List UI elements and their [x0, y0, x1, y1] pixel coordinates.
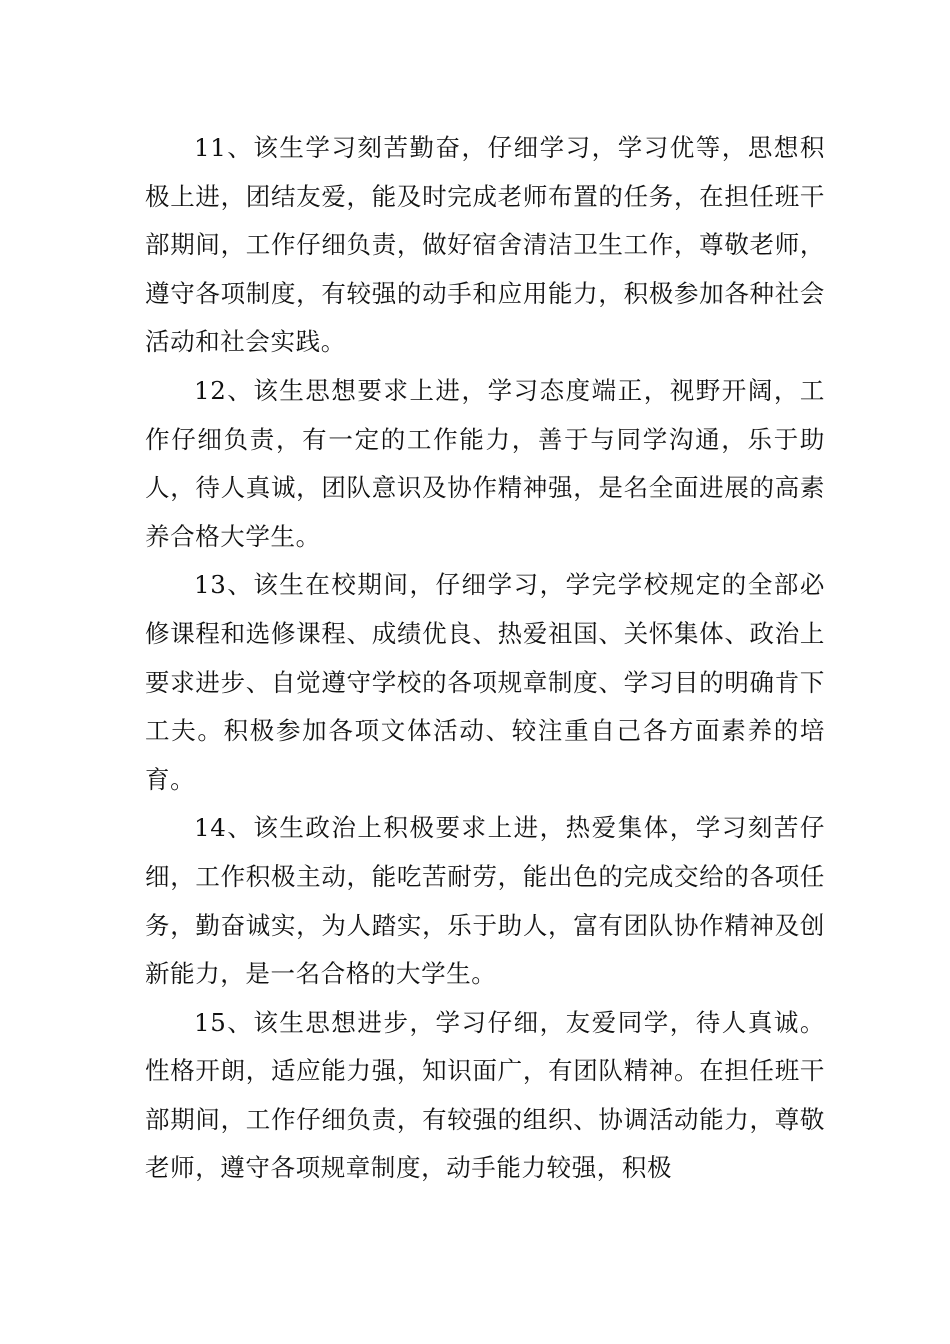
paragraph-13: 13、该生在校期间，仔细学习，学完学校规定的全部必修课程和选修课程、成绩优良、热爱祖国、关怀集体、政治上要求进步、自觉遵守学校的各项规章制度、学习目的明确肯下工夫。积极参加各项文体活动、较注重自己各方面素养的培育。	[145, 570, 825, 794]
paragraph-12: 12、该生思想要求上进，学习态度端正，视野开阔，工作仔细负责，有一定的工作能力，善于与同学沟通，乐于助人，待人真诚，团队意识及协作精神强，是名全面进展的高素养合格大学生。	[145, 375, 825, 551]
paragraph-14: 14、该生政治上积极要求上进，热爱集体，学习刻苦仔细，工作积极主动，能吃苦耐劳，能出色的完成交给的各项任务，勤奋诚实，为人踏实，乐于助人，富有团队协作精神及创新能力，是一名合格的大学生。	[145, 813, 825, 989]
paragraph-15: 15、该生思想进步，学习仔细，友爱同学，待人真诚。性格开朗，适应能力强，知识面广，有团队精神。在担任班干部期间，工作仔细负责，有较强的组织、协调活动能力，尊敬老师，遵守各项规章制度，动手能力较强，积极	[145, 1007, 825, 1183]
paragraph-11: 11、该生学习刻苦勤奋，仔细学习，学习优等，思想积极上进，团结友爱，能及时完成老师布置的任务，在担任班干部期间，工作仔细负责，做好宿舍清洁卫生工作，尊敬老师，遵守各项制度，有较强的动手和应用能力，积极参加各种社会活动和社会实践。	[145, 133, 825, 357]
document-body	[145, 124, 825, 1193]
